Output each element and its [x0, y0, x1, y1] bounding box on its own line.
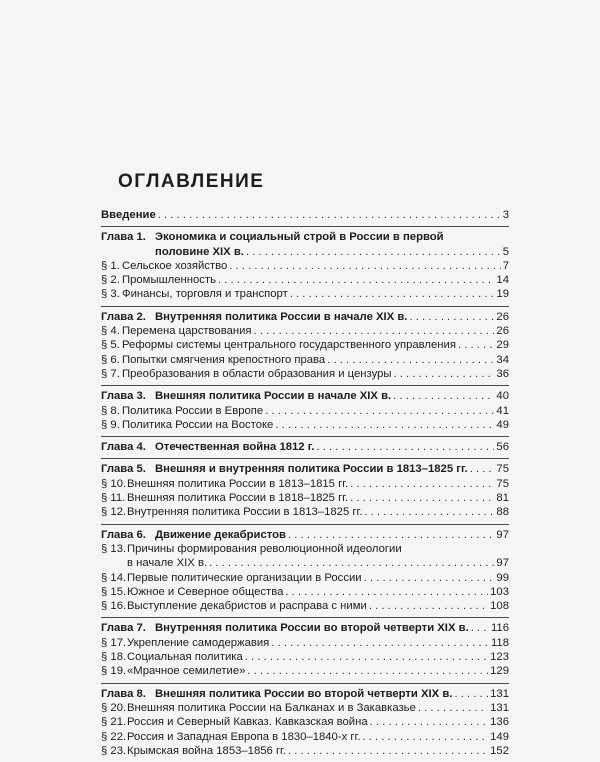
chapter-number: Глава 8.	[101, 687, 146, 700]
dot-leader	[218, 273, 494, 287]
dot-leader	[350, 477, 494, 491]
page-number: 131	[490, 701, 509, 714]
section-entry	[101, 324, 509, 338]
section-title: Социальная политика	[127, 651, 243, 664]
page-number: 7	[502, 259, 509, 272]
chapter-heading	[101, 440, 509, 454]
page-number: 149	[490, 730, 509, 743]
section-number: § 1.	[101, 259, 120, 272]
section-entry	[101, 664, 509, 678]
dot-leader	[394, 367, 495, 381]
chapter-number: Глава 4.	[101, 441, 146, 454]
page-number: 97	[496, 557, 509, 570]
section-entry	[101, 259, 509, 273]
section-entry	[101, 477, 509, 491]
dot-leader	[247, 664, 488, 678]
page-number: 129	[490, 665, 509, 678]
section-entry	[101, 505, 509, 519]
dot-leader	[327, 353, 494, 367]
section-title: Внешняя политика России в 1818–1825 гг.	[127, 492, 349, 505]
page-number: 108	[490, 600, 509, 613]
chapter-title: половине XIX в.	[155, 245, 244, 258]
toc-chapter	[101, 684, 509, 762]
section-number: § 15.	[101, 585, 127, 598]
section-title: Выступление декабристов и расправа с ними	[127, 600, 367, 613]
dot-leader	[471, 621, 489, 635]
dot-leader	[364, 571, 495, 585]
page-number: 75	[496, 477, 509, 490]
chapter-heading	[101, 389, 509, 403]
chapter-number: Глава 1.	[101, 231, 146, 244]
section-title: Первые политические организации в России	[127, 571, 362, 584]
page-number: 75	[496, 463, 509, 476]
section-title: Россия и Западная Европа в 1830–1840-х гг.	[127, 730, 361, 743]
dot-leader	[265, 404, 494, 418]
dot-leader	[369, 599, 488, 613]
section-number: § 17.	[101, 636, 127, 649]
dot-leader	[288, 744, 488, 758]
page-number: 14	[496, 274, 509, 287]
section-title: Внешняя политика России на Балканах и в Закавказье	[127, 701, 416, 714]
toc-intro	[101, 205, 509, 226]
page-number: 41	[496, 404, 509, 417]
page-number: 49	[496, 418, 509, 431]
section-title: Внешняя политика России в 1813–1815 гг.	[127, 477, 349, 490]
page-title: ОГЛАВЛЕНИЕ	[118, 171, 265, 192]
section-title: Попытки смягчения крепостного права	[122, 353, 326, 366]
chapter-title: Внешняя и внутренняя политика России в 1813–1825 гг.	[155, 463, 468, 476]
section-entry	[101, 730, 509, 744]
section-number: § 16.	[101, 600, 127, 613]
page-number: 97	[496, 528, 509, 541]
dot-leader	[271, 636, 489, 650]
dot-leader	[454, 687, 488, 701]
section-title: в начале XIX в.	[127, 557, 208, 570]
dot-leader	[290, 287, 495, 301]
page-number: 136	[490, 716, 509, 729]
dot-leader	[288, 528, 494, 542]
dot-leader	[158, 208, 501, 222]
section-number: § 13.	[101, 542, 127, 555]
chapter-heading	[101, 462, 509, 476]
section-title: Крымская война 1853–1856 гг.	[127, 744, 286, 757]
dot-leader	[458, 338, 494, 352]
toc-chapter	[101, 618, 509, 682]
section-number: § 7.	[101, 367, 120, 380]
section-title: Южное и Северное общества	[127, 585, 284, 598]
toc-chapter	[101, 307, 509, 385]
chapter-number: Глава 6.	[101, 528, 146, 541]
page-number: 103	[490, 585, 509, 598]
section-number: § 2.	[101, 274, 120, 287]
page-number: 19	[496, 288, 509, 301]
page-number: 118	[490, 636, 509, 649]
section-number: § 6.	[101, 353, 120, 366]
section-title: Преобразования в области образования и цензуры	[122, 367, 392, 380]
page-number: 29	[496, 339, 509, 352]
chapter-title: Внутренняя политика России во второй четверти XIX в.	[155, 622, 469, 635]
section-entry	[101, 650, 509, 664]
toc-entry	[101, 208, 509, 222]
chapter-heading	[101, 621, 509, 635]
section-number: § 18.	[101, 651, 127, 664]
section-number: § 9.	[101, 418, 120, 431]
page-number: 56	[496, 441, 509, 454]
section-number: § 11.	[101, 492, 126, 505]
section-entry-cont	[101, 556, 509, 570]
dot-leader	[285, 585, 488, 599]
section-entry	[101, 367, 509, 381]
section-entry	[101, 338, 509, 352]
page-number: 152	[490, 744, 509, 757]
section-entry	[101, 599, 509, 613]
section-number: § 14.	[101, 571, 127, 584]
section-title: Политика России на Востоке	[122, 418, 274, 431]
section-entry	[101, 636, 509, 650]
section-title: Перемена царствования	[122, 325, 252, 338]
dot-leader	[362, 730, 488, 744]
chapter-number: Глава 7.	[101, 622, 146, 635]
dot-leader	[364, 505, 494, 519]
chapter-heading-cont	[101, 245, 509, 259]
toc-chapter	[101, 437, 509, 458]
section-entry	[101, 287, 509, 301]
section-title: Реформы системы центрального государственного управления	[122, 339, 456, 352]
section-title: Финансы, торговля и транспорт	[122, 288, 288, 301]
section-number: § 12.	[101, 506, 127, 519]
chapter-number: Глава 5.	[101, 463, 146, 476]
page-number: 3	[502, 209, 509, 221]
section-title: Внутренняя политика России в 1813–1825 гг.	[127, 506, 363, 519]
dot-leader	[470, 462, 495, 476]
section-entry	[101, 585, 509, 599]
section-entry	[101, 701, 509, 715]
chapter-title: Экономика и социальный строй в России в первой	[155, 231, 444, 244]
section-entry	[101, 353, 509, 367]
chapter-title: Отечественная война 1812 г.	[155, 441, 315, 454]
section-entry	[101, 491, 509, 505]
section-title: Укрепление самодержавия	[127, 636, 270, 649]
section-title: Причины формирования революционной идеологии	[127, 542, 402, 555]
section-title: «Мрачное семилетие»	[127, 665, 246, 678]
dot-leader	[246, 245, 501, 259]
section-number: § 8.	[101, 404, 120, 417]
section-entry	[101, 744, 509, 758]
dot-leader	[350, 491, 494, 505]
chapter-title: Внутренняя политика России в начале XIX в.	[155, 310, 408, 323]
section-number: § 23.	[101, 744, 127, 757]
dot-leader	[245, 650, 488, 664]
page-number: 99	[496, 571, 509, 584]
dot-leader	[254, 324, 495, 338]
page-number: 116	[490, 622, 509, 635]
chapter-heading	[101, 310, 509, 324]
dot-leader	[409, 310, 494, 324]
section-number: § 3.	[101, 288, 120, 301]
dot-leader	[209, 556, 494, 570]
section-entry	[101, 404, 509, 418]
section-entry	[101, 715, 509, 729]
page-number: 34	[496, 353, 509, 366]
page-number: 26	[496, 325, 509, 338]
dot-leader	[370, 715, 489, 729]
section-number: § 21.	[101, 716, 127, 729]
dot-leader	[393, 389, 494, 403]
toc-chapter	[101, 459, 509, 523]
section-entry	[101, 273, 509, 287]
chapter-heading	[101, 687, 509, 701]
page-number: 26	[496, 310, 509, 323]
dot-leader	[229, 259, 500, 273]
page-number: 88	[496, 506, 509, 519]
chapter-number: Глава 2.	[101, 310, 146, 323]
section-entry	[101, 571, 509, 585]
dot-leader	[418, 701, 488, 715]
section-entry	[101, 418, 509, 432]
chapter-heading	[101, 528, 509, 542]
page-number: 131	[490, 687, 509, 700]
chapter-title: Внешняя политика России в начале XIX в.	[155, 390, 392, 403]
toc-chapter	[101, 386, 509, 436]
section-number: § 20.	[101, 701, 127, 714]
section-title: Политика России в Европе	[122, 404, 264, 417]
dot-leader	[275, 418, 494, 432]
page-number: 36	[496, 367, 509, 380]
section-title: Сельское хозяйство	[122, 259, 228, 272]
entry-title: Введение	[101, 209, 156, 221]
section-number: § 4.	[101, 325, 120, 338]
page-number: 123	[490, 651, 509, 664]
section-title: Промышленность	[122, 274, 216, 287]
section-title: Россия и Северный Кавказ. Кавказская война	[127, 716, 368, 729]
toc-chapter	[101, 525, 509, 618]
page-number: 5	[502, 245, 509, 258]
page-number: 40	[496, 390, 509, 403]
chapter-number: Глава 3.	[101, 390, 146, 403]
toc-chapter	[101, 227, 509, 305]
table-of-contents	[101, 205, 509, 762]
dot-leader	[316, 440, 494, 454]
section-number: § 5.	[101, 339, 120, 352]
chapter-heading	[101, 230, 509, 244]
section-number: § 19.	[101, 665, 127, 678]
chapter-title: Движение декабристов	[155, 528, 286, 541]
chapter-title: Внешняя политика России во второй четверти XIX в.	[155, 687, 453, 700]
page-number: 81	[496, 492, 509, 505]
section-number: § 10.	[101, 477, 127, 490]
section-number: § 22.	[101, 730, 127, 743]
section-entry	[101, 542, 509, 556]
